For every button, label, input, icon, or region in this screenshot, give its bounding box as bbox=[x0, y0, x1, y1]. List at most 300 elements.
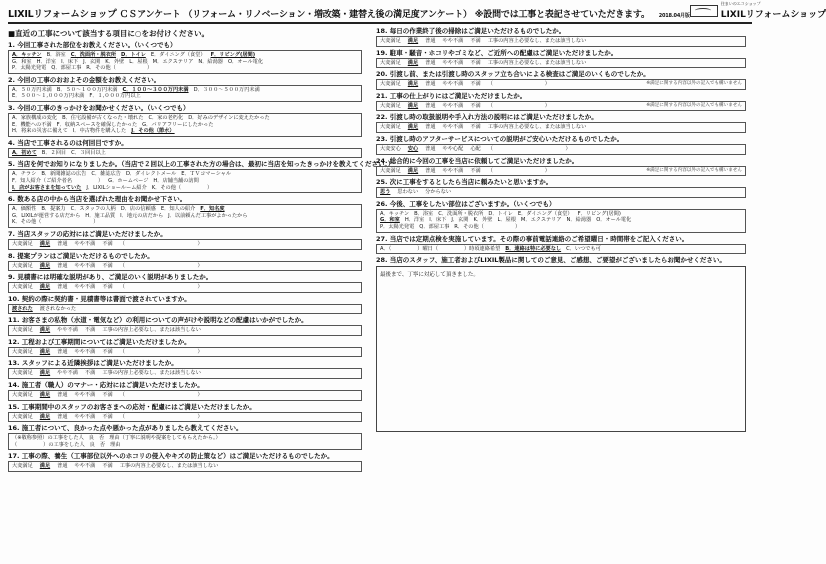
survey-header bbox=[8, 1, 826, 24]
rating-option[interactable]: 不満 bbox=[470, 59, 481, 66]
question-title: 18. 毎日の作業終了後の掃除はご満足いただけるものでしたか。 bbox=[376, 27, 566, 35]
answer-box bbox=[376, 79, 746, 90]
rating-option[interactable]: 普通 bbox=[425, 124, 436, 131]
rating-option[interactable]: やや不満 bbox=[74, 284, 96, 291]
option[interactable]: （※敬称参照）の工事をした人 bbox=[12, 435, 84, 442]
comment-textarea[interactable]: 最後まで、丁寧に対応して頂きました。 bbox=[376, 266, 746, 432]
rating-option[interactable]: 不満 bbox=[102, 262, 113, 269]
question-title: 10. 契約の際に契約書・見積書等は書面で渡されていますか。 bbox=[8, 294, 191, 303]
answer-box bbox=[376, 58, 746, 69]
option[interactable]: A．キッチン bbox=[380, 210, 410, 217]
rating-option[interactable]: 分からない bbox=[425, 189, 452, 196]
question-block bbox=[376, 200, 746, 233]
option-row bbox=[380, 217, 742, 224]
option[interactable]: P．太陽光発電 bbox=[380, 223, 415, 230]
question-title: 8. 提案プランはご満足いただけるものでしたか。 bbox=[8, 251, 154, 260]
option[interactable]: G．バリアフリーにしたかった bbox=[142, 121, 214, 128]
rating-selected[interactable]: 満足 bbox=[407, 124, 419, 131]
question-title: 21. 工事の仕上がりにはご満足いただけましたか。 bbox=[376, 91, 527, 100]
option[interactable]: 良 bbox=[89, 441, 95, 448]
rating-row bbox=[380, 60, 742, 67]
rating-option[interactable]: やや不満 bbox=[442, 124, 464, 131]
option-row bbox=[12, 93, 358, 100]
question-block bbox=[8, 41, 362, 74]
rating-option[interactable]: 渡されなかった bbox=[39, 305, 77, 312]
rating-option[interactable]: （ ） bbox=[119, 413, 203, 420]
answer-box bbox=[8, 368, 362, 379]
rating-option[interactable]: 思わない bbox=[397, 189, 419, 196]
option-row bbox=[12, 178, 358, 185]
answer-box bbox=[8, 304, 362, 315]
option[interactable]: G．和室 bbox=[12, 58, 32, 65]
rating-option[interactable]: やや不満 bbox=[74, 262, 96, 269]
question-title: 9. 見積書には明確な説明があり、ご満足のいく説明がありましたか。 bbox=[8, 273, 213, 282]
lixil-logo bbox=[690, 1, 826, 20]
answer-box bbox=[8, 50, 362, 74]
option[interactable]: R．その他（ ） bbox=[454, 223, 521, 230]
rating-option[interactable]: （ ） bbox=[119, 392, 203, 399]
question-title: 4. 当店で工事されるのは何回目ですか。 bbox=[8, 138, 128, 147]
option[interactable]: A．５０万円未満 bbox=[12, 86, 52, 93]
question-block bbox=[376, 70, 746, 90]
rating-option[interactable]: 不満 bbox=[470, 102, 481, 109]
option[interactable]: H．洋室 bbox=[36, 58, 57, 65]
answer-box bbox=[8, 461, 362, 472]
rating-option[interactable]: やや不満 bbox=[442, 38, 464, 44]
option[interactable]: C．スタッフの人柄 bbox=[70, 206, 116, 213]
rating-selected[interactable]: 思う bbox=[380, 189, 391, 196]
option[interactable]: I．地元の店だから bbox=[120, 212, 164, 219]
question-block bbox=[8, 381, 362, 401]
option-row bbox=[12, 52, 358, 59]
rating-row bbox=[12, 349, 358, 356]
rating-option[interactable]: 大変満足 bbox=[380, 81, 401, 88]
rating-option[interactable]: 心配 bbox=[470, 145, 481, 152]
answer-box bbox=[376, 36, 746, 47]
option-row bbox=[12, 115, 358, 122]
rating-option[interactable]: 大変満足 bbox=[12, 392, 33, 399]
option[interactable]: A．家族構成の変化 bbox=[12, 114, 58, 121]
right-column bbox=[376, 27, 746, 474]
option-selected[interactable]: F．リビング(居間) bbox=[210, 52, 256, 58]
option[interactable]: E．知人の紹介 bbox=[160, 206, 196, 213]
question-title: 13. スタッフによる近隣挨拶はご満足いただけましたか。 bbox=[8, 359, 178, 368]
rating-option[interactable]: 普通 bbox=[57, 413, 68, 420]
option[interactable]: 良 bbox=[88, 435, 94, 442]
option[interactable]: C．いつでも可 bbox=[566, 245, 601, 252]
question-28 bbox=[376, 256, 746, 432]
question-block bbox=[8, 230, 362, 250]
option[interactable]: C．３回目以上 bbox=[71, 149, 106, 156]
rating-option[interactable]: （ ） bbox=[119, 262, 203, 269]
rating-option[interactable]: 大変満足 bbox=[12, 413, 33, 420]
option-row bbox=[380, 224, 742, 231]
rating-option[interactable]: 不満 bbox=[102, 348, 113, 355]
option[interactable]: C．洗面所・脱衣所 bbox=[438, 210, 484, 217]
option[interactable]: J．以前頼んだ工事がよかったから bbox=[168, 212, 248, 219]
rating-row bbox=[12, 370, 358, 377]
rating-option[interactable]: 普通 bbox=[57, 240, 68, 247]
option-row bbox=[12, 171, 358, 178]
rating-selected[interactable]: 渡された bbox=[12, 305, 33, 312]
option[interactable]: H．将来の災害に備えて bbox=[12, 128, 68, 135]
rating-option[interactable]: 不満 bbox=[102, 463, 113, 470]
rating-row bbox=[12, 284, 358, 291]
question-title: 11. お客さまの私物（水道・電気など）の利用についての声がけや説明などの配慮はいかがでしたか。 bbox=[8, 316, 308, 325]
option[interactable]: B．５０～１００万円未満 bbox=[56, 86, 118, 93]
option-row bbox=[12, 435, 358, 442]
rating-option[interactable]: 大変満足 bbox=[380, 59, 401, 66]
option-selected[interactable]: C．洗面所・脱衣所 bbox=[70, 52, 117, 58]
rating-option[interactable]: （ ） bbox=[487, 145, 571, 152]
rating-selected[interactable]: 満足 bbox=[39, 413, 51, 420]
question-title: 23. 引渡し時のアフターサービスについての説明がご安心いただけるものでしたか。 bbox=[376, 134, 624, 143]
rating-option[interactable]: 工事の内容上必要なし、または該当しない bbox=[487, 38, 587, 44]
rating-row bbox=[380, 38, 742, 45]
option[interactable]: K．その他（ ） bbox=[12, 219, 99, 226]
answer-box bbox=[376, 122, 746, 133]
rating-option[interactable]: 大変満足 bbox=[12, 348, 33, 355]
option[interactable]: 理由（丁寧に説明や提案をしてもらえたから。） bbox=[109, 435, 221, 442]
rating-option[interactable]: やや不満 bbox=[442, 59, 464, 66]
rating-option[interactable]: やや不満 bbox=[74, 392, 96, 399]
option[interactable]: N．給湯器 bbox=[198, 58, 223, 65]
rating-option[interactable]: （ ） bbox=[487, 81, 550, 88]
answer-box bbox=[8, 169, 362, 193]
rating-note: ※満足に関する内容以外の記入でも構いません bbox=[646, 102, 742, 108]
rating-option[interactable]: 不満 bbox=[102, 240, 113, 247]
question-title: 25. 次に工事をするとしたら当店に頼みたいと思いますか。 bbox=[376, 178, 553, 187]
rating-option[interactable]: （ ） bbox=[119, 240, 203, 247]
rating-row bbox=[12, 463, 358, 470]
option-row bbox=[12, 219, 358, 226]
option[interactable]: Q．部屋工事 bbox=[51, 65, 82, 72]
question-block bbox=[8, 452, 362, 472]
option[interactable]: Q．部屋工事 bbox=[419, 223, 450, 230]
right-questions bbox=[376, 27, 746, 254]
option-selected[interactable]: A．キッチン bbox=[12, 52, 42, 58]
option[interactable]: D．店の信頼感 bbox=[120, 206, 156, 213]
answer-box bbox=[376, 209, 746, 233]
option[interactable]: O．オール電化 bbox=[596, 217, 632, 224]
option-row bbox=[12, 185, 358, 192]
rating-option[interactable]: （ ） bbox=[487, 102, 550, 109]
question-title: 19. 駐車・騒音・ホコリやゴミなど、ご近所への配慮はご満足いただけましたか。 bbox=[376, 48, 618, 57]
option[interactable]: B．住宅設備が古くなった・壊れた bbox=[62, 114, 144, 121]
rating-selected[interactable]: 満足 bbox=[39, 327, 51, 334]
rating-option[interactable]: 工事の内容上必要なし、または該当しない bbox=[487, 59, 587, 66]
option-selected[interactable]: G．和室 bbox=[380, 217, 400, 224]
answer-box bbox=[8, 412, 362, 423]
rating-option[interactable]: やや不満 bbox=[74, 413, 96, 420]
rating-option[interactable]: 普通 bbox=[425, 38, 436, 44]
option[interactable]: C．家の老朽化 bbox=[148, 114, 184, 121]
option-selected[interactable]: A．初めて bbox=[12, 149, 37, 156]
logo-text: LIXILリフォームショップ bbox=[720, 10, 826, 20]
rating-option[interactable]: 不満 bbox=[102, 284, 113, 291]
option[interactable]: J．玄関 bbox=[83, 58, 101, 65]
answer-box bbox=[376, 144, 746, 155]
rating-option[interactable]: 大変満足 bbox=[380, 102, 401, 109]
rating-option[interactable]: 不満 bbox=[102, 392, 113, 399]
rating-option[interactable]: 大変満足 bbox=[12, 262, 33, 269]
rating-row bbox=[12, 327, 358, 334]
question-block bbox=[8, 195, 362, 228]
rating-selected[interactable]: 満足 bbox=[39, 284, 51, 291]
option[interactable]: F．１,０００万円以上 bbox=[89, 93, 141, 100]
rating-option[interactable]: 不満 bbox=[470, 81, 481, 88]
answer-box bbox=[8, 390, 362, 401]
question-block bbox=[376, 113, 746, 133]
option[interactable]: F．収納スペースを確保したかった bbox=[56, 121, 138, 128]
question-title: 14. 施工者（職人）のマナー・応対にはご満足いただけましたか。 bbox=[8, 381, 204, 390]
question-block bbox=[8, 295, 362, 315]
option[interactable]: J．玄関 bbox=[451, 217, 469, 224]
question-title: 28. 当店のスタッフ、施工者およびLIXIL製品に関してのご意見、ご感想、ご要望がございましたらお聞かせください。 bbox=[376, 256, 726, 265]
rating-selected[interactable]: 満足 bbox=[39, 348, 51, 355]
question-block bbox=[376, 135, 746, 155]
rating-option[interactable]: 大変満足 bbox=[380, 38, 401, 44]
rating-selected[interactable]: 満足 bbox=[39, 262, 51, 269]
rating-selected[interactable]: 満足 bbox=[39, 463, 51, 470]
question-block bbox=[8, 424, 362, 450]
option[interactable]: E．ＴＶコマーシャル bbox=[181, 171, 232, 178]
answer-box bbox=[8, 347, 362, 358]
question-block bbox=[376, 157, 746, 177]
rating-selected[interactable]: 満足 bbox=[407, 167, 419, 174]
rating-option[interactable]: 普通 bbox=[57, 284, 68, 291]
option[interactable]: H．洋室 bbox=[404, 217, 425, 224]
option-row bbox=[12, 65, 358, 72]
option[interactable]: I．床下 bbox=[61, 58, 79, 65]
answer-box bbox=[8, 325, 362, 336]
option[interactable]: J．LIXILショールーム紹介 bbox=[86, 184, 147, 191]
answer-box bbox=[376, 101, 746, 112]
rating-option[interactable]: 不満 bbox=[84, 370, 96, 377]
question-title: 5. 当店を何でお知りになりましたか。（当店で２回以上の工事された方の場合は、最初に当店を知ったきっかけを教えてください。） bbox=[8, 160, 395, 169]
question-block bbox=[8, 403, 362, 423]
answer-box bbox=[8, 204, 362, 228]
answer-box bbox=[8, 433, 362, 450]
option[interactable]: A．チラシ bbox=[12, 171, 37, 178]
option[interactable]: I．床下 bbox=[429, 217, 447, 224]
rating-option[interactable]: 工事の内容上必要なし、または該当しない bbox=[119, 463, 219, 470]
question-title: 1. 今回工事された部位をお教えください。（いくつでも） bbox=[8, 41, 177, 49]
answer-box bbox=[376, 187, 746, 198]
rating-row bbox=[12, 392, 358, 399]
option[interactable]: 否 bbox=[99, 441, 106, 448]
rating-selected[interactable]: 満足 bbox=[39, 392, 51, 399]
rating-selected[interactable]: 満足 bbox=[407, 81, 419, 88]
rating-row bbox=[380, 103, 742, 110]
answer-box bbox=[8, 113, 362, 137]
brand-name: LIXILリフォームショップ bbox=[8, 9, 117, 20]
option[interactable]: R．その他（ ） bbox=[86, 65, 153, 72]
option[interactable]: P．太陽光発電 bbox=[12, 65, 47, 72]
rating-selected[interactable]: 満足 bbox=[407, 102, 419, 109]
option[interactable]: D．好みのデザインに変えたかった bbox=[188, 114, 270, 121]
rating-row bbox=[12, 306, 358, 313]
option-selected[interactable]: F．知名度 bbox=[200, 206, 225, 213]
rating-option[interactable]: やや不満 bbox=[442, 167, 464, 174]
question-block bbox=[8, 104, 362, 137]
option[interactable]: I．中古物件を購入した bbox=[72, 128, 127, 135]
answer-box bbox=[376, 244, 746, 255]
answer-box bbox=[8, 282, 362, 293]
option[interactable]: D．ダイレクトメール bbox=[125, 171, 177, 178]
rating-option[interactable]: 工事の内容上必要なし、または該当しない bbox=[102, 370, 201, 377]
answer-box bbox=[8, 239, 362, 250]
rating-option[interactable]: やや不満 bbox=[74, 348, 96, 355]
question-block bbox=[8, 139, 362, 159]
rating-option[interactable]: やや不満 bbox=[442, 102, 464, 109]
answer-box bbox=[8, 148, 362, 159]
rating-option[interactable]: 普通 bbox=[425, 102, 436, 109]
rating-option[interactable]: 普通 bbox=[425, 59, 436, 66]
rating-option[interactable]: 不満 bbox=[470, 38, 481, 44]
logo-mark-icon bbox=[690, 5, 718, 17]
rating-option[interactable]: 大変満足 bbox=[12, 327, 33, 334]
rating-selected[interactable]: 安心 bbox=[407, 145, 419, 152]
option[interactable]: A．（ ）曜日（ ）時頃連絡希望 bbox=[380, 245, 501, 252]
option[interactable]: 理由 bbox=[110, 441, 121, 448]
rating-option[interactable]: 不満 bbox=[470, 167, 481, 174]
option[interactable]: H．店舗当舗の訪問 bbox=[153, 177, 199, 184]
option-selected[interactable]: B．連絡は特に必要なし bbox=[505, 245, 562, 252]
rating-option[interactable]: 大変満足 bbox=[12, 370, 33, 377]
rating-selected[interactable]: 満足 bbox=[39, 370, 51, 377]
option[interactable]: B．浴室 bbox=[414, 210, 434, 217]
rating-option[interactable]: 普通 bbox=[57, 262, 68, 269]
option[interactable]: B．浴室 bbox=[46, 52, 66, 58]
question-block bbox=[8, 76, 362, 102]
rating-option[interactable]: 不満 bbox=[84, 327, 96, 334]
option[interactable]: M．エクステリア bbox=[520, 217, 562, 224]
option[interactable]: E．５００～１,０００万円未満 bbox=[12, 93, 85, 100]
rating-option[interactable]: 普通 bbox=[425, 145, 436, 152]
rating-option[interactable]: 普通 bbox=[425, 81, 436, 88]
rating-option[interactable]: 大変満足 bbox=[12, 284, 33, 291]
question-block bbox=[8, 359, 362, 379]
question-title: 15. 工事期間中のスタッフのお客さまへの応対・配慮にはご満足いただけましたか。 bbox=[8, 402, 256, 411]
rating-option[interactable]: 大変満足 bbox=[380, 124, 401, 131]
rating-row bbox=[380, 146, 742, 153]
rating-option[interactable]: 工事の内容上必要なし、または該当しない bbox=[102, 327, 201, 334]
question-block bbox=[376, 27, 746, 47]
option[interactable]: E．ダイニング（食堂） bbox=[517, 210, 573, 217]
question-block bbox=[8, 252, 362, 272]
rating-selected[interactable]: 満足 bbox=[407, 38, 419, 44]
option[interactable]: 否 bbox=[99, 435, 105, 442]
rating-option[interactable]: 普通 bbox=[57, 463, 68, 470]
rating-option[interactable]: 大変安心 bbox=[380, 145, 401, 152]
option-selected[interactable]: C．１００～３００万円未満 bbox=[122, 86, 189, 93]
option[interactable]: B．２回目 bbox=[41, 149, 67, 156]
rating-option[interactable]: 大変満足 bbox=[380, 167, 401, 174]
rating-option[interactable]: 不満 bbox=[102, 413, 113, 420]
option[interactable]: C．雑誌広告 bbox=[91, 171, 121, 178]
question-block bbox=[376, 92, 746, 112]
option[interactable]: A．価額性 bbox=[12, 206, 37, 213]
option[interactable]: B．提案力 bbox=[41, 206, 66, 213]
option[interactable]: F．知人紹介（ご紹介者名 ） bbox=[12, 177, 104, 184]
option-row bbox=[12, 442, 358, 449]
option[interactable]: L．屋根 bbox=[129, 58, 148, 65]
option-row bbox=[12, 128, 358, 135]
option-row bbox=[380, 246, 742, 253]
rating-option[interactable]: やや不満 bbox=[74, 463, 96, 470]
question-block bbox=[376, 235, 746, 255]
option-selected[interactable]: D．トイレ bbox=[121, 52, 146, 58]
option[interactable]: H．施工品質 bbox=[85, 212, 116, 219]
rating-option[interactable]: 大変満足 bbox=[12, 463, 33, 470]
option[interactable]: D．トイレ bbox=[488, 210, 513, 217]
option[interactable]: D．３００～５００万円未満 bbox=[193, 86, 260, 93]
rating-note: ※満足に関する内容以外の記入でも構いません bbox=[646, 81, 742, 87]
section-heading: ■直近の工事について該当する項目に○をお付けください。 bbox=[8, 29, 209, 38]
rating-option[interactable]: やや不満 bbox=[442, 81, 464, 88]
option[interactable]: B．新聞雑誌の広告 bbox=[41, 171, 87, 178]
option[interactable]: L．屋根 bbox=[497, 217, 516, 224]
option-row bbox=[12, 206, 358, 213]
rating-option[interactable]: （ ） bbox=[487, 167, 550, 174]
rating-option[interactable]: 普通 bbox=[57, 348, 68, 355]
rating-row bbox=[12, 241, 358, 248]
question-title: 16. 施工者について、良かった点や悪かった点がありましたら教えてください。 bbox=[8, 424, 243, 433]
option[interactable]: G．ホームページ bbox=[108, 177, 149, 184]
option[interactable]: E．ダイニング（食堂） bbox=[150, 52, 206, 58]
option[interactable]: O．オール電化 bbox=[227, 58, 264, 65]
option[interactable]: N．給湯器 bbox=[566, 217, 592, 224]
rating-option[interactable]: （ ） bbox=[119, 348, 203, 355]
option[interactable]: M．エクステリア bbox=[152, 58, 194, 65]
question-block bbox=[376, 49, 746, 69]
answer-box bbox=[8, 85, 362, 102]
rating-option[interactable]: 工事の内容上必要なし、または該当しない bbox=[487, 124, 587, 131]
option-selected[interactable]: J．その他（節水） bbox=[131, 128, 175, 135]
answer-box bbox=[8, 261, 362, 272]
question-title: 6. 数ある店の中から当店を選ばれた理由をお聞かせ下さい。 bbox=[8, 195, 187, 204]
rating-option[interactable]: 普通 bbox=[425, 167, 436, 174]
option[interactable]: K．その他（ ） bbox=[151, 184, 213, 191]
rating-option[interactable]: （ ） bbox=[119, 284, 203, 291]
survey-title bbox=[8, 6, 690, 20]
question-title: 27. 当店では定期点検を実施しています。その際の事前電話連絡のご希望曜日・時間帯をご記入ください。 bbox=[376, 234, 689, 243]
option[interactable]: （ ）の工事をした人 bbox=[12, 441, 85, 448]
rating-option[interactable]: 大変満足 bbox=[12, 240, 33, 247]
rating-option[interactable]: やや不満 bbox=[74, 240, 96, 247]
question-block bbox=[8, 273, 362, 293]
rating-row bbox=[12, 414, 358, 421]
rating-option[interactable]: やや心配 bbox=[442, 145, 464, 152]
form-version-date: 2018.04月版 bbox=[658, 13, 690, 19]
rating-option[interactable]: 普通 bbox=[57, 392, 68, 399]
option[interactable]: E．機能への不満 bbox=[12, 121, 52, 128]
rating-selected[interactable]: 満足 bbox=[407, 59, 419, 66]
option-row bbox=[12, 150, 358, 157]
question-title: 3. 今回の工事のきっかけをお聞かせください。（いくつでも） bbox=[8, 103, 190, 112]
option[interactable]: F．リビング(居間) bbox=[577, 210, 621, 217]
option[interactable]: K．外壁 bbox=[473, 217, 493, 224]
option[interactable]: G．LIXILが運営する店だから bbox=[12, 212, 81, 219]
option[interactable]: K．外壁 bbox=[105, 58, 125, 65]
rating-option[interactable]: 不満 bbox=[470, 124, 481, 131]
rating-option[interactable]: やや不満 bbox=[57, 370, 78, 377]
rating-selected[interactable]: 満足 bbox=[39, 240, 51, 247]
option-selected[interactable]: I．店がお客さまを知っていた bbox=[12, 184, 82, 191]
rating-option[interactable]: やや不満 bbox=[57, 327, 78, 334]
survey-columns bbox=[8, 27, 752, 474]
